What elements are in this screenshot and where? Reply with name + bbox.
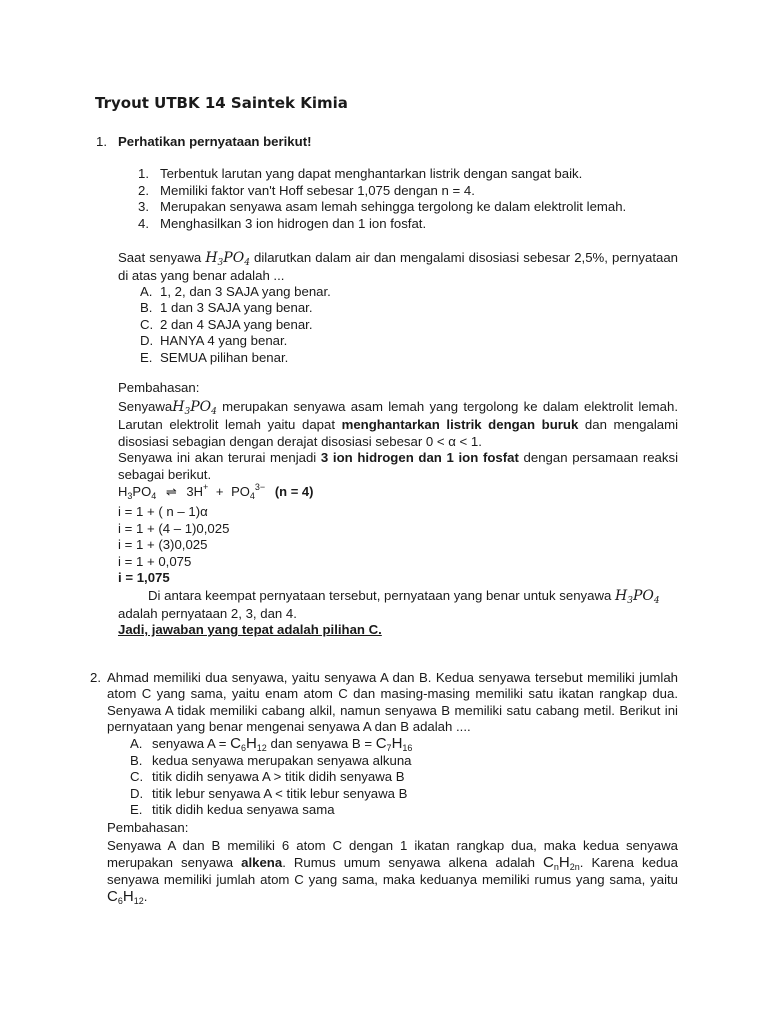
conclusion-paragraph: Di antara keempat pernyataan tersebut, pernyataan yang benar untuk senyawa $H_3PO_4$ adalah pernyataan 2, 3, dan 4. (118, 588, 660, 621)
product-h-ion: 3H+ (186, 482, 209, 499)
option-c[interactable]: C. 2 dan 4 SAJA yang benar. (140, 316, 313, 332)
calculation-steps (118, 504, 229, 587)
pembahasan-label: Pembahasan: (107, 820, 189, 835)
calc-line: i = 1 + 0,075 (118, 553, 192, 569)
question-2-pembahasan: Senyawa A dan B memiliki 6 atom C dengan 1 ikatan rangkap dua, maka kedua senyawa merupakan senyawa alkena. Rumus umum senyawa alkena adalah $C_nH_{2n}$. Karena kedua senyawa memiliki jumlah atom C yang sama, maka keduanya memiliki rumus yang sama, yaitu $C_6H_{12}$. (107, 838, 678, 906)
formula-c6h12: $C_6H_{12}$ (230, 735, 267, 753)
statement-item: 4. Menghasilkan 3 ion hidrogen dan 1 ion fosfat. (138, 216, 427, 232)
formula-cnh2n: $C_nH_{2n}$ (543, 854, 580, 872)
pembahasan-label: Pembahasan: (118, 380, 200, 395)
question-1-heading: Perhatikan pernyataan berikut! (118, 134, 312, 149)
pembahasan-paragraph-2: Senyawa ini akan terurai menjadi 3 ion hidrogen dan 1 ion fosfat dengan persamaan reaksi sebagai berikut. (118, 450, 679, 482)
statement-item: 1. Terbentuk larutan yang dapat menghantarkan listrik dengan sangat baik. (138, 166, 583, 181)
document-title: Tryout UTBK 14 Saintek Kimia (95, 94, 348, 112)
formula-h3po4: $H_3PO_4$ (205, 250, 250, 268)
calc-line: i = 1 + (3)0,025 (118, 537, 208, 553)
question-1-stem: Saat senyawa $H_3PO_4$ dilarutkan dalam air dan mengalami disosiasi sebesar 2,5%, pernyataan di atas yang benar adalah ... (118, 250, 678, 283)
calc-line: i = 1 + (4 – 1)0,025 (118, 520, 230, 536)
option-a[interactable]: A. senyawa $A = C_6H_{12}$ dan senyawa $B = C_7H_{16}$ (130, 735, 413, 753)
option-c[interactable]: C. titik didih senyawa A > titik didih senyawa B (130, 769, 405, 785)
question-2-stem: Ahmad memiliki dua senyawa, yaitu senyawa A dan B. Kedua senyawa tersebut memiliki jumlah atom C yang sama, yaitu enam atom C dan masing-masing memiliki satu ikatan rangkap dua. Senyawa A tidak memiliki cabang alkil, namun senyawa B memiliki satu cabang metil. Berikut ini pernyataan yang benar mengenai senyawa A dan B adalah .... (107, 670, 678, 735)
question-1-number: 1. (96, 134, 107, 149)
calc-line: i = 1 + ( n – 1)α (118, 504, 208, 519)
option-d[interactable]: D. HANYA 4 yang benar. (140, 333, 288, 349)
statement-list (138, 166, 658, 233)
answer-line: Jadi, jawaban yang tepat adalah pilihan C. (118, 622, 382, 637)
formula-h3po4: $H_3PO_4$ (172, 399, 217, 417)
pembahasan-paragraph-1: $SenyawaH_3PO_4$ merupakan senyawa asam lemah yang tergolong ke dalam elektrolit lemah. Larutan elektrolit lemah yaitu dapat menghantarkan listrik dengan buruk dan mengalami disosiasi sebagian dengan derajat disosiasi sebesar 0 < α < 1. (118, 399, 679, 449)
option-a[interactable]: A. 1, 2, dan 3 SAJA yang benar. (140, 284, 331, 299)
statement-item: 2. Memiliki faktor van't Hoff sebesar 1,075 dengan n = 4. (138, 182, 475, 198)
reaction-equation: $H_3PO_4$ ⇌ $3H^+ + PO_4^{3-}$ (n = 4) (118, 482, 314, 501)
option-d[interactable]: D. titik lebur senyawa A < titik lebur senyawa B (130, 785, 408, 801)
question-2-options (130, 736, 530, 819)
formula-c6h12: $C_6H_{12}$ (107, 888, 144, 906)
option-e[interactable]: E. SEMUA pilihan benar. (140, 349, 289, 365)
option-b[interactable]: B. kedua senyawa merupakan senyawa alkuna (130, 752, 412, 768)
reactant-h3po4: $H_3PO_4$ (118, 484, 157, 501)
formula-c7h16: $C_7H_{16}$ (375, 735, 413, 753)
formula-h3po4: $H_3PO_4$ (615, 588, 660, 606)
statement-item: 3. Merupakan senyawa asam lemah sehingga tergolong ke dalam elektrolit lemah. (138, 199, 627, 215)
question-2-number: 2. (90, 670, 101, 685)
option-b[interactable]: B. 1 dan 3 SAJA yang benar. (140, 300, 313, 316)
option-e[interactable]: E. titik didih kedua senyawa sama (130, 802, 335, 818)
question-1-options (140, 284, 440, 366)
calc-result: i = 1,075 (118, 570, 170, 586)
equilibrium-arrow-icon: ⇌ (165, 484, 177, 499)
product-po4-ion: $PO_4^{3-}$ (231, 482, 266, 501)
